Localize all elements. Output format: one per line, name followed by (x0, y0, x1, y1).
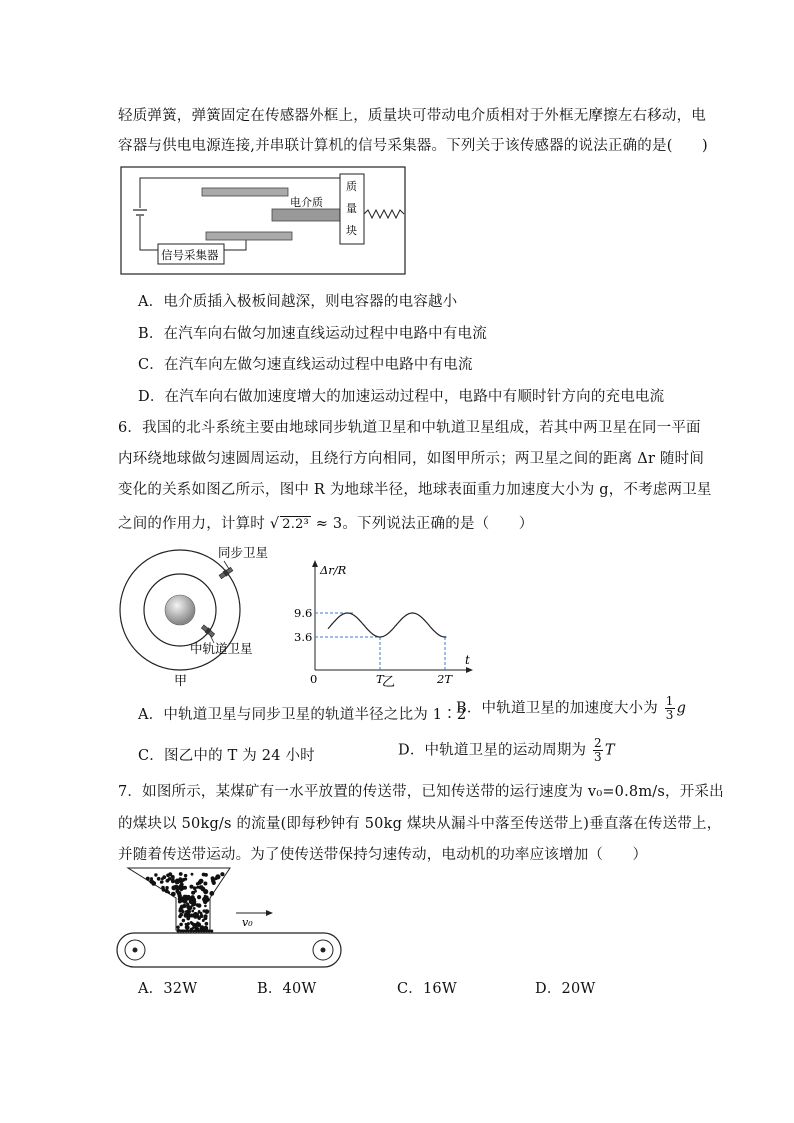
coal-piece (220, 872, 224, 876)
coal-on-belt (210, 930, 213, 933)
q5-option-b: B．在汽车向右做匀加速直线运动过程中电路中有电流 (138, 326, 487, 342)
q6-line-3: 变化的关系如图乙所示，图中 R 为地球半径，地球表面重力加速度大小为 g，不考虑两卫星 (118, 482, 712, 498)
q6-option-b-pre: B．中轨道卫星的加速度大小为 (456, 700, 658, 717)
sqrt-symbol: √ (269, 516, 280, 532)
coal-piece (203, 927, 206, 930)
coal-piece (154, 873, 157, 876)
figure-yi-caption: 乙 (382, 675, 396, 690)
coal-piece (191, 873, 194, 876)
coal-piece (175, 886, 180, 891)
coal-piece (198, 910, 201, 913)
coal-piece (186, 917, 190, 921)
coal-on-belt (197, 930, 200, 933)
q5-option-d: D．在汽车向右做加速度增大的加速运动过程中，电路中有顺时针方向的充电电流 (138, 389, 665, 405)
q6-option-a: A．中轨道卫星与同步卫星的轨道半径之比为 1∶2 (138, 707, 467, 723)
coal-piece (212, 881, 216, 885)
sqrt-content: 2.2³ (282, 517, 309, 532)
circuit-wire-left (140, 216, 158, 250)
coal-piece (204, 914, 208, 918)
left-roller-axle (133, 948, 138, 953)
coal-piece (182, 919, 185, 922)
mass-label-3: 块 (346, 224, 357, 237)
q7-option-b: B．40W (257, 981, 317, 997)
coal-piece (197, 895, 201, 899)
coal-on-belt (179, 930, 182, 933)
mass-label-1: 质 (346, 180, 357, 193)
q6-option-d (398, 737, 615, 764)
coal-piece (165, 886, 168, 889)
q5-option-c: C．在汽车向左做匀速直线运动过程中电路中有电流 (138, 357, 473, 373)
spring (364, 210, 404, 218)
coal-on-belt (182, 930, 185, 933)
bottom-plate (206, 232, 292, 240)
coal-piece (157, 877, 161, 881)
coal-on-belt (190, 930, 193, 933)
tick-labels (294, 606, 453, 686)
coal-piece (203, 898, 206, 901)
coal-piece (203, 889, 208, 894)
sync-satellite-icon (219, 567, 234, 580)
coal-piece (197, 903, 201, 907)
q7-line-3: 并随着传送带运动。为了使传送带保持匀速传动，电动机的功率应该增加（ ） (118, 847, 648, 863)
coal-piece (199, 879, 204, 884)
figure-jia-caption: 甲 (174, 674, 188, 689)
earth (165, 595, 195, 625)
coal-piece (209, 891, 214, 896)
coal-piece (185, 925, 190, 930)
coal-on-belt (203, 930, 206, 933)
x-tick-label-0: 0 (310, 672, 318, 686)
coal-piece (146, 877, 150, 881)
coal-piece (167, 891, 170, 894)
q6-option-d-pre: D．中轨道卫星的运动周期为 (398, 742, 587, 759)
coal-piece (162, 888, 166, 892)
q6-line-1: 6．我国的北斗系统主要由地球同步轨道卫星和中轨道卫星组成，若其中两卫星在同一平面 (118, 420, 701, 436)
fraction-one-third (665, 695, 675, 722)
coal-piece (191, 910, 194, 913)
coal-piece (162, 875, 166, 879)
intro-line-2: 容器与供电电源连接,并串联计算机的信号采集器。下列关于该传感器的说法正确的是( ) (118, 138, 708, 154)
coal-on-belt (195, 930, 198, 933)
q6-line-4-pre: 之间的作用力，计算时 (118, 516, 265, 532)
distance-chart (294, 560, 480, 708)
coal-piece (199, 885, 203, 889)
velocity-arrowhead (266, 910, 273, 916)
fraction-den: 3 (594, 750, 602, 764)
coal-piece (189, 900, 193, 904)
q7-line-1: 7．如图所示，某煤矿有一水平放置的传送带，已知传送带的运行速度为 v₀=0.8m/s，开采出 (118, 784, 724, 800)
coal-piece (193, 907, 196, 910)
v0-label: v₀ (242, 916, 253, 929)
coal-piece (179, 877, 183, 881)
y-tick-label-3-6: 3.6 (294, 630, 313, 644)
q6-option-d-post: T (604, 742, 615, 759)
chart-xlabel: t (465, 653, 470, 667)
coal-on-belt (205, 930, 208, 933)
coal-piece (179, 872, 183, 876)
dielectric-slab (272, 209, 340, 221)
coal-piece (171, 892, 176, 897)
coal-on-belt (192, 930, 195, 933)
coal-piece (205, 922, 209, 926)
q6-option-c: C．图乙中的 T 为 24 小时 (138, 748, 315, 764)
fraction-num: 2 (594, 736, 602, 750)
coal-piece (178, 915, 182, 919)
coal-piece (186, 895, 191, 900)
x-axis-arrow (466, 667, 473, 673)
sensor-figure (120, 166, 410, 278)
q6-line-4-post: ≈ 3。下列说法正确的是（ ） (315, 516, 534, 532)
fraction-num: 1 (665, 694, 674, 708)
q6-line-4 (118, 512, 533, 533)
coal-on-belt (200, 930, 203, 933)
y-axis-arrow (312, 560, 318, 567)
q7-option-a: A．32W (138, 981, 198, 997)
x-tick-label-2t: 2T (437, 672, 452, 686)
q7-option-d: D．20W (535, 981, 596, 997)
chart-ylabel: Δr/R (320, 563, 347, 577)
dielectric-label: 电介质 (290, 196, 323, 209)
x-tick-label-t: T (376, 672, 384, 686)
q6-option-b (456, 695, 686, 722)
q7-option-c: C．16W (397, 981, 457, 997)
top-plate (202, 188, 288, 196)
q5-option-a: A．电介质插入极板间越深，则电容器的电容越小 (138, 294, 458, 310)
coal-piece (179, 923, 183, 927)
y-tick-label-9-6: 9.6 (294, 606, 313, 620)
coal-piece (204, 895, 207, 898)
sync-satellite-label: 同步卫星 (218, 545, 269, 560)
coal-piece (176, 926, 179, 929)
intro-line-1: 轻质弹簧，弹簧固定在传感器外框上，质量块可带动电介质相对于外框无摩擦左右移动，电 (118, 108, 706, 124)
coal-on-belt (187, 930, 190, 933)
coal-piece (160, 880, 163, 883)
coal-piece (196, 882, 199, 885)
coal-on-belt (208, 930, 211, 933)
q6-option-b-post: g (676, 700, 687, 717)
coal-piece (186, 913, 189, 916)
coal-piece (184, 874, 187, 877)
coal-piece (182, 904, 186, 908)
coal-piece (189, 885, 193, 889)
coal-piece (196, 921, 199, 924)
mid-satellite-icon (201, 624, 216, 638)
series-line (328, 613, 446, 637)
coal-piece (194, 890, 197, 893)
orbit-figure (118, 543, 283, 691)
coal-piece (200, 912, 203, 915)
coal-on-belt (184, 930, 187, 933)
conveyor-figure (118, 866, 348, 971)
coal-piece (204, 909, 209, 914)
right-roller-axle (321, 948, 326, 953)
coal-piece (203, 882, 207, 886)
q7-line-2: 的煤块以 50kg/s 的流量(即每秒钟有 50kg 煤块从漏斗中落至传送带上)垂直落在传送带上， (118, 816, 722, 832)
coal-piece (204, 905, 207, 908)
coal-on-belt (177, 930, 180, 933)
fraction-den: 3 (665, 708, 674, 722)
coal-piece (183, 878, 186, 881)
fraction-two-thirds (593, 737, 603, 764)
mass-label-2: 量 (346, 202, 357, 215)
coal-piece (171, 879, 175, 883)
coal-piece (186, 905, 190, 909)
coal-piece (192, 926, 195, 929)
coal-piece (182, 910, 185, 913)
q6-line-2: 内环绕地球做匀速圆周运动，且绕行方向相同，如图甲所示；两卫星之间的距离 Δr 随时间 (118, 451, 705, 467)
coal-piece (186, 909, 191, 914)
coal-piece (190, 921, 193, 924)
mid-satellite-label: 中轨道卫星 (190, 641, 253, 656)
coal-piece (193, 914, 198, 919)
coal-piece (166, 879, 170, 883)
coal-piece (149, 879, 154, 884)
signal-collector-label: 信号采集器 (161, 248, 219, 262)
coal-piece (204, 873, 208, 877)
